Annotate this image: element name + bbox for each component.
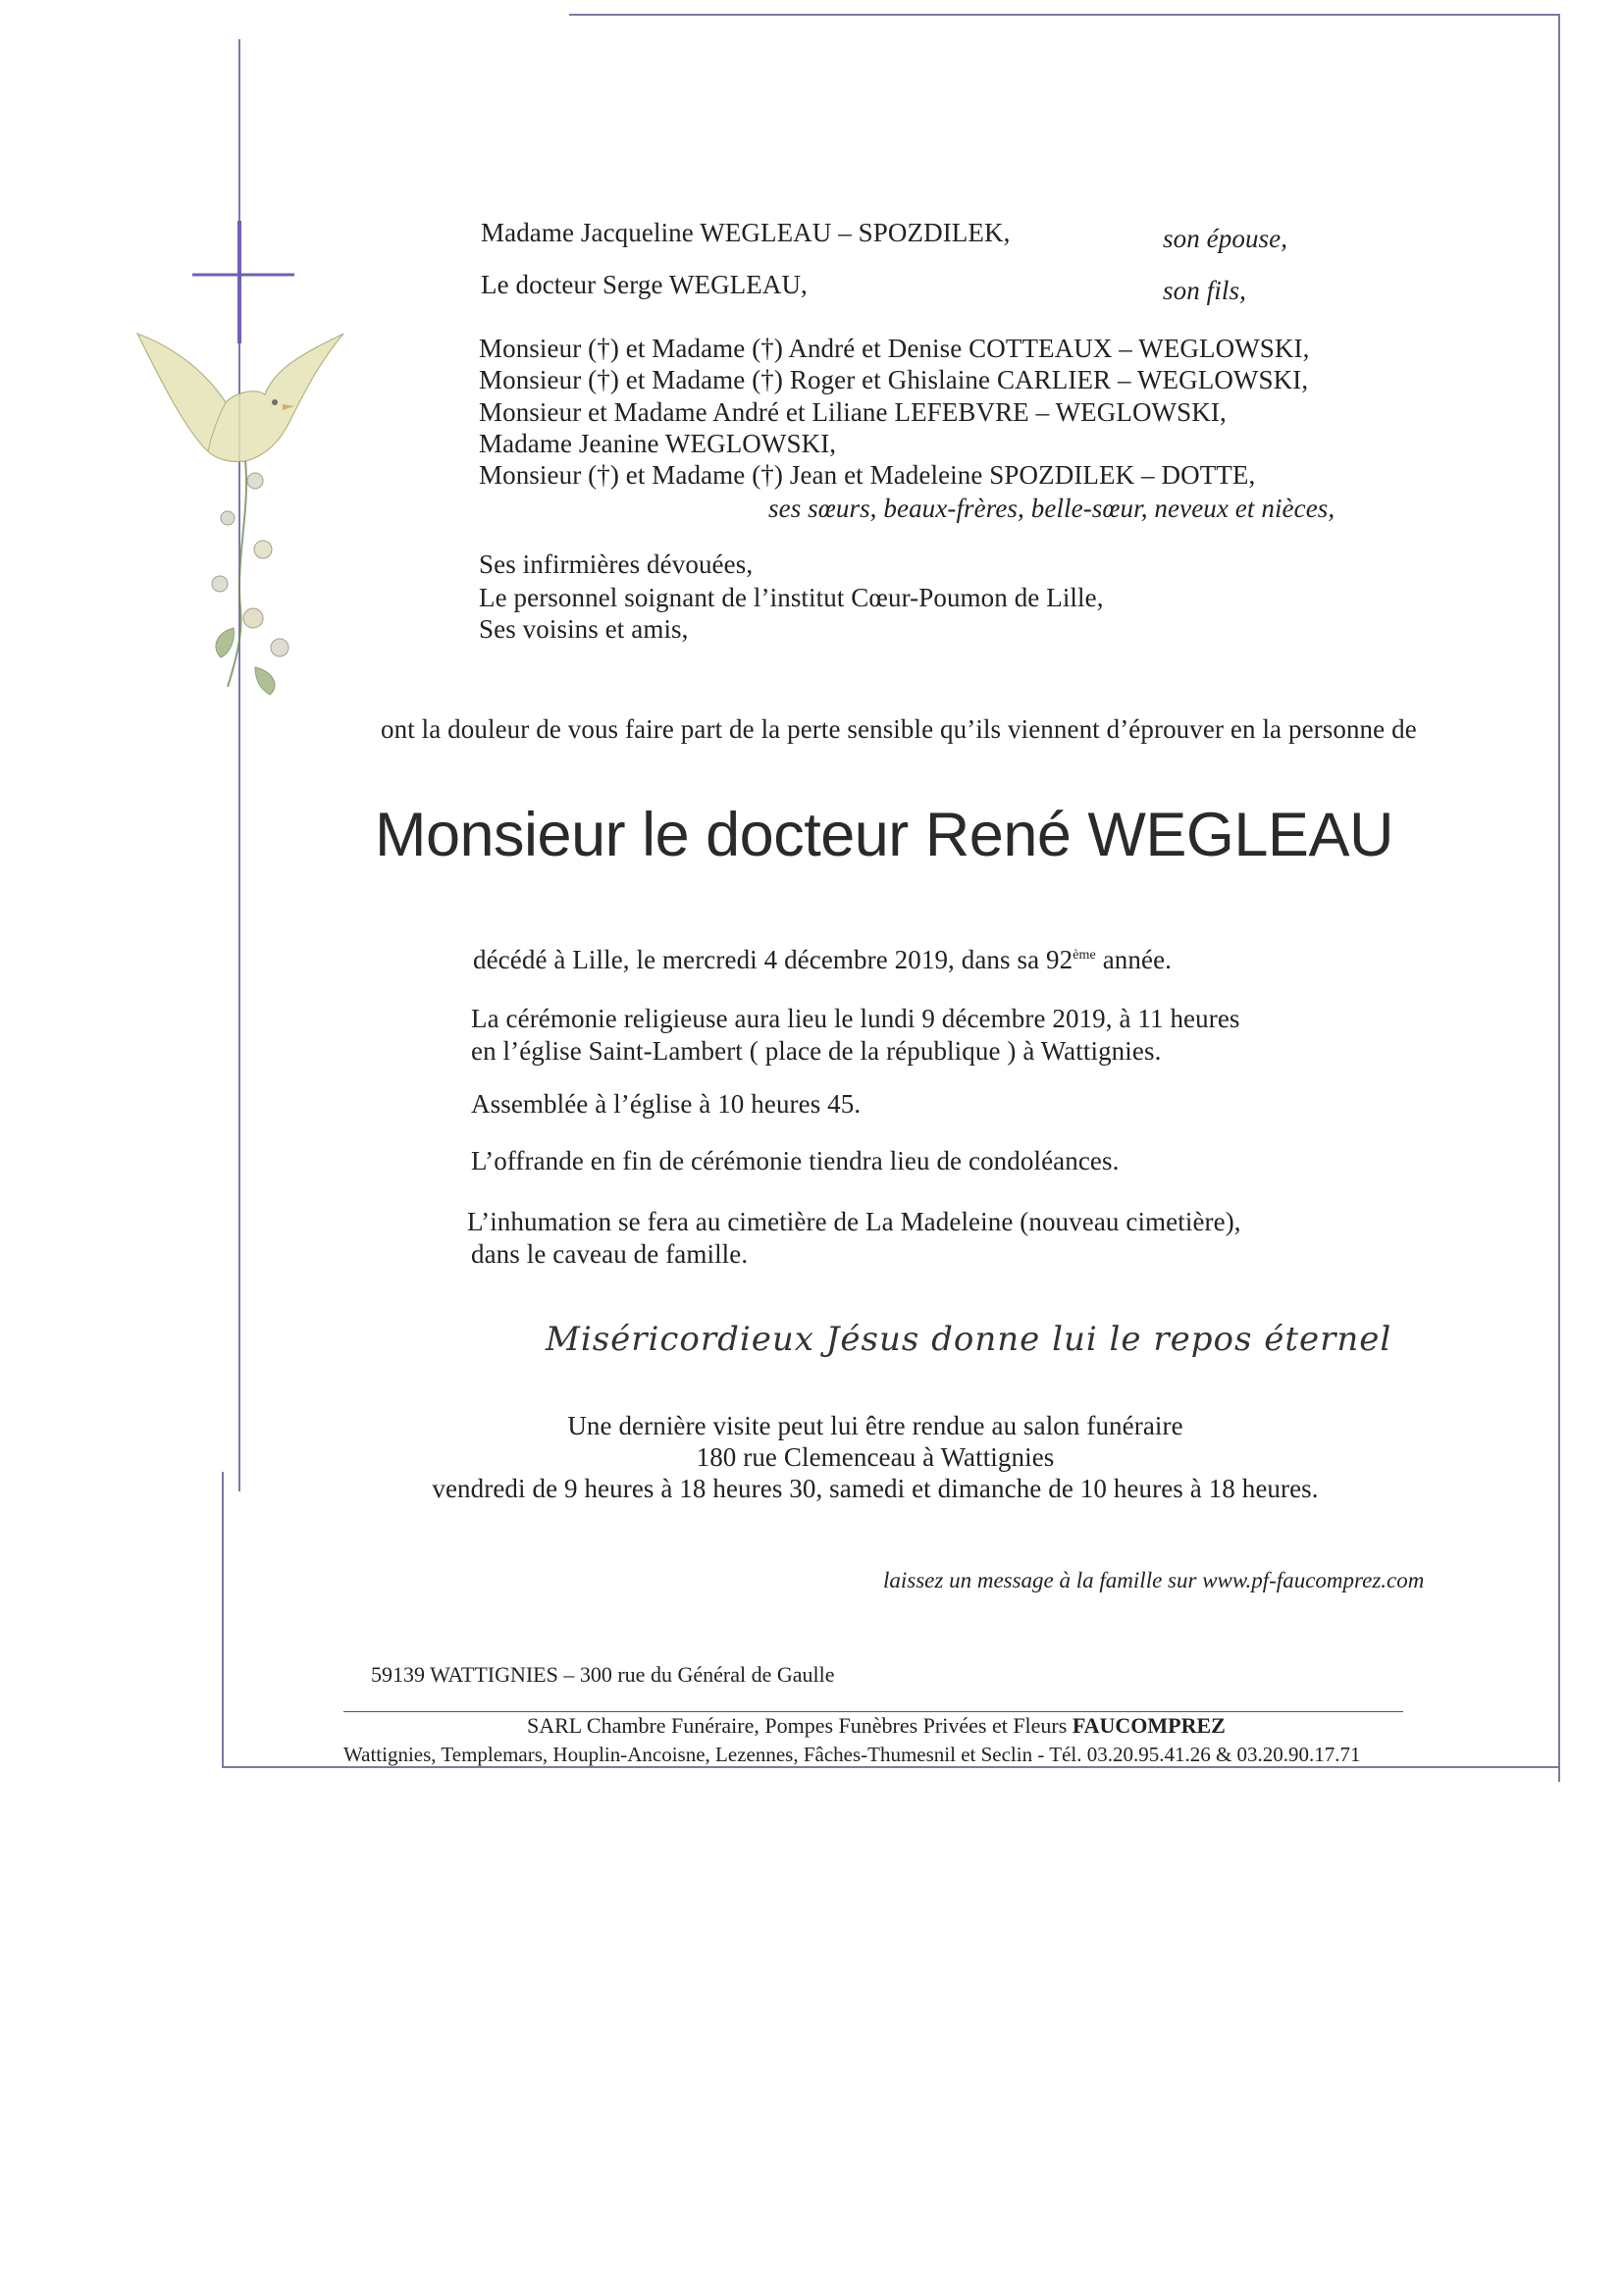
spouse-relation: son épouse, <box>1163 224 1288 253</box>
footer-company-name: FAUCOMPREZ <box>1072 1713 1226 1738</box>
others-line: Le personnel soignant de l’institut Cœur-Poumon de Lille, <box>479 583 1104 612</box>
flowers-icon <box>212 461 288 695</box>
burial-line: dans le caveau de famille. <box>471 1239 749 1269</box>
relative-line: Monsieur (†) et Madame (†) André et Denise COTTEAUX – WEGLOWSKI, <box>479 334 1310 363</box>
website-message: laissez un message à la famille sur www.pf-faucomprez.com <box>883 1568 1425 1592</box>
prayer-text: Miséricordieux Jésus donne lui le repos éternel <box>546 1320 1392 1359</box>
footer-locations: Wattignies, Templemars, Houplin-Ancoisne, Lezennes, Fâches-Thumesnil et Seclin - Tél. 03.20.95.41.26 & 03.20.90.17.71 <box>343 1743 1361 1766</box>
offering-text: L’offrande en fin de cérémonie tiendra lieu de condoléances. <box>471 1146 1120 1175</box>
son-relation: son fils, <box>1163 276 1246 305</box>
frame-top-line <box>569 14 1560 16</box>
footer-divider <box>343 1711 1403 1712</box>
relative-line: Monsieur (†) et Madame (†) Roger et Ghislaine CARLIER – WEGLOWSKI, <box>479 365 1309 394</box>
relative-line: Monsieur et Madame André et Liliane LEFEBVRE – WEGLOWSKI, <box>479 397 1227 427</box>
assembly-text: Assemblée à l’église à 10 heures 45. <box>471 1089 862 1119</box>
announcement-text: ont la douleur de vous faire part de la perte sensible qu’ils viennent d’éprouver en la personne de <box>381 714 1417 744</box>
relative-line: Madame Jeanine WEGLOWSKI, <box>479 429 837 458</box>
footer-company <box>527 1713 1226 1739</box>
visit-line: Une dernière visite peut lui être rendue au salon funéraire <box>567 1411 1183 1440</box>
death-details <box>473 945 1172 975</box>
death-details-end: année. <box>1095 945 1173 974</box>
footer-address: 59139 WATTIGNIES – 300 rue du Général de Gaulle <box>371 1662 835 1687</box>
footer-company-prefix: SARL Chambre Funéraire, Pompes Funèbres Privées et Fleurs <box>527 1713 1073 1738</box>
relatives-relation: ses sœurs, beaux-frères, belle-sœur, neveux et nièces, <box>768 494 1335 523</box>
others-line: Ses infirmières dévouées, <box>479 549 754 579</box>
death-details-text: décédé à Lille, le mercredi 4 décembre 2019, dans sa 92 <box>473 945 1073 974</box>
deceased-name: Monsieur le docteur René WEGLEAU <box>375 801 1393 869</box>
cross-icon <box>192 39 294 1491</box>
son-name: Le docteur Serge WEGLEAU, <box>481 270 808 299</box>
frame-right-line <box>1558 14 1560 1782</box>
ceremony-line: La cérémonie religieuse aura lieu le lundi 9 décembre 2019, à 11 heures <box>471 1004 1240 1033</box>
others-line: Ses voisins et amis, <box>479 614 689 644</box>
ceremony-line: en l’église Saint-Lambert ( place de la république ) à Wattignies. <box>471 1036 1162 1066</box>
cross-dove-decoration <box>118 39 353 1491</box>
visit-line: 180 rue Clemenceau à Wattignies <box>696 1442 1055 1472</box>
spouse-name: Madame Jacqueline WEGLEAU – SPOZDILEK, <box>481 218 1011 247</box>
visit-line: vendredi de 9 heures à 18 heures 30, samedi et dimanche de 10 heures à 18 heures. <box>432 1474 1319 1503</box>
burial-line: L’inhumation se fera au cimetière de La Madeleine (nouveau cimetière), <box>467 1207 1241 1236</box>
frame-left-line-lower <box>222 1472 224 1768</box>
ordinal-suffix: ème <box>1073 948 1096 963</box>
relative-line: Monsieur (†) et Madame (†) Jean et Madeleine SPOZDILEK – DOTTE, <box>479 460 1256 490</box>
